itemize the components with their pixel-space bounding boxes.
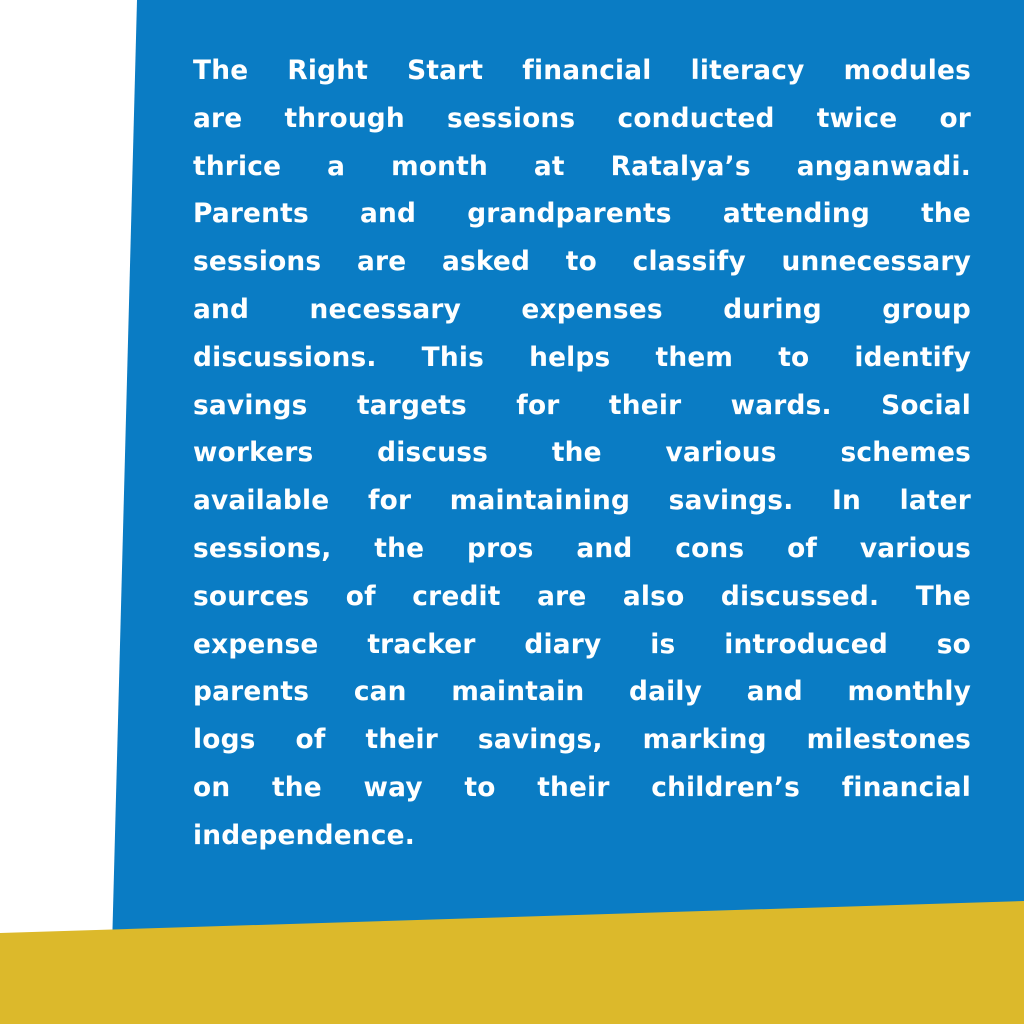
paragraph-line: available for maintaining savings. In later — [193, 485, 971, 517]
paragraph-line: and necessary expenses during group — [193, 293, 971, 325]
paragraph-line: logs of their savings, marking milestones — [193, 724, 971, 756]
body-paragraph — [193, 47, 971, 860]
paragraph-line: sessions, the pros and cons of various — [193, 532, 971, 564]
paragraph-line: on the way to their children’s financial — [193, 771, 971, 803]
paragraph-line: workers discuss the various schemes — [193, 437, 971, 469]
paragraph-line: parents can maintain daily and monthly — [193, 676, 971, 708]
paragraph-line-last: independence. — [193, 819, 415, 851]
paragraph-line: expense tracker diary is introduced so — [193, 628, 971, 660]
paragraph-line: sources of credit are also discussed. The — [193, 580, 971, 612]
paragraph-line: thrice a month at Ratalya’s anganwadi. — [193, 150, 971, 182]
paragraph-line: The Right Start financial literacy modules — [193, 55, 971, 86]
paragraph-line: Parents and grandparents attending the — [193, 198, 971, 230]
paragraph-line: discussions. This helps them to identify — [193, 341, 971, 373]
paragraph-line: are through sessions conducted twice or — [193, 102, 971, 134]
paragraph-line: sessions are asked to classify unnecessary — [193, 246, 971, 278]
paragraph-line: savings targets for their wards. Social — [193, 389, 971, 421]
